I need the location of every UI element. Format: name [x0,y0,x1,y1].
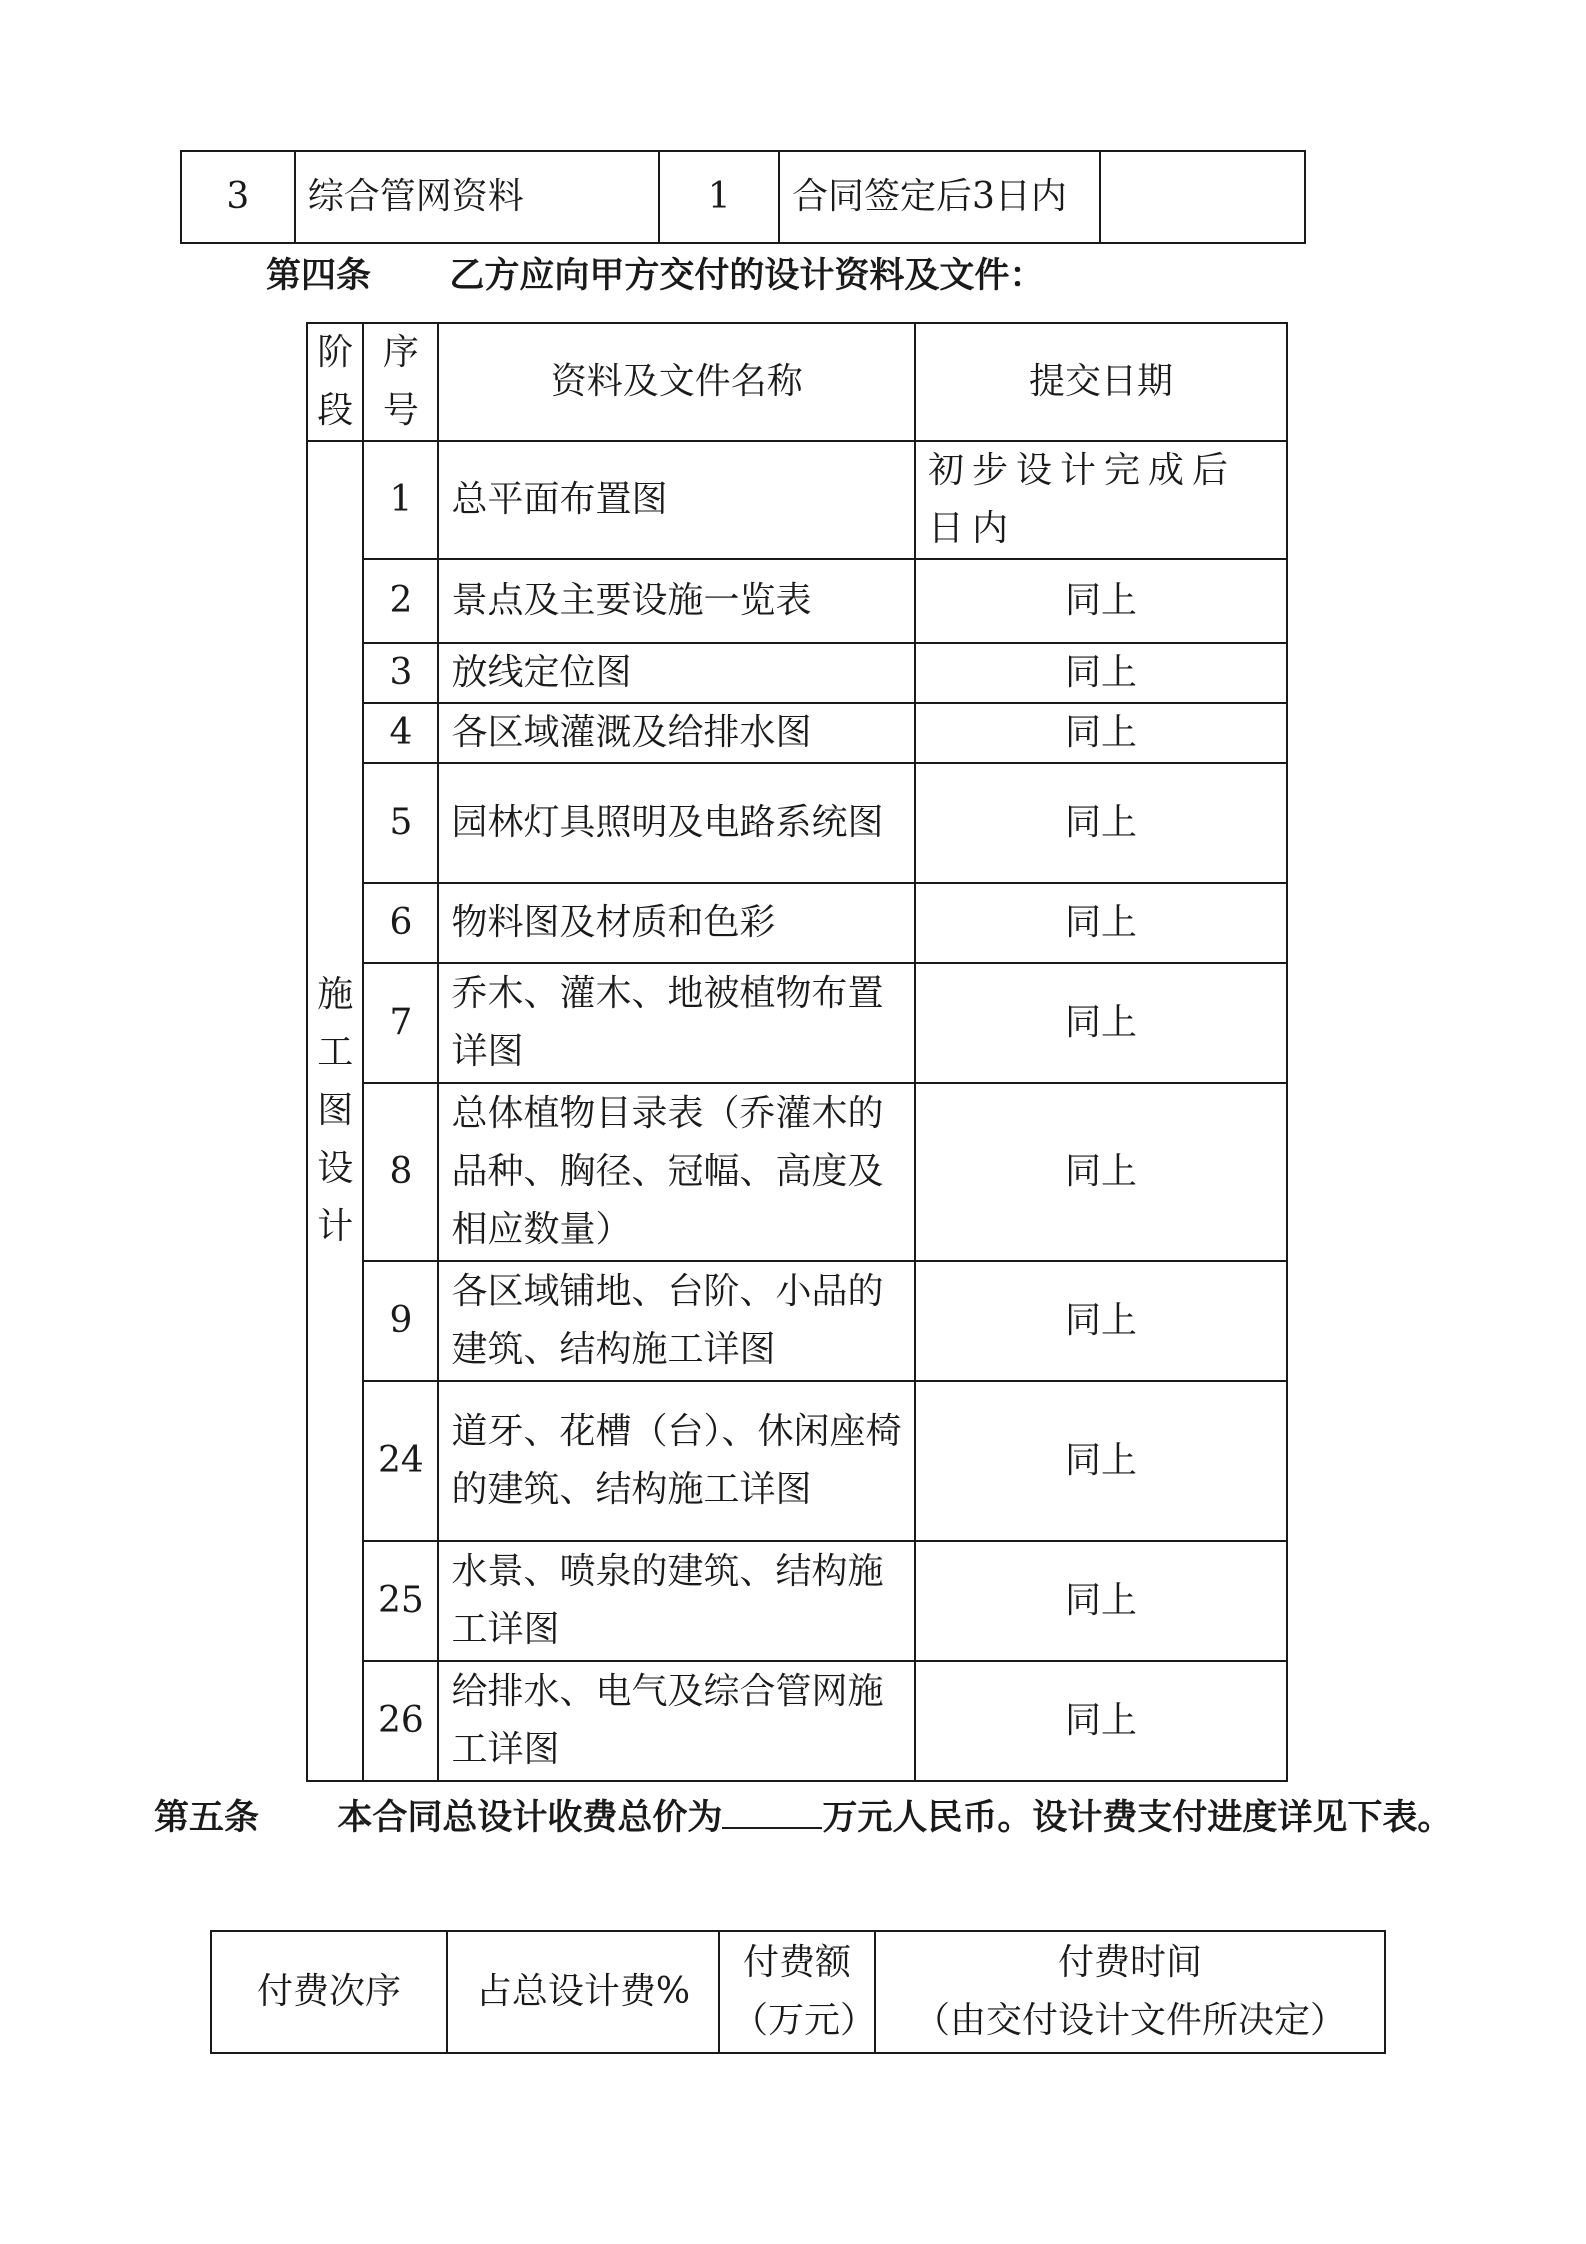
row-number: 25 [363,1541,438,1661]
article4-text: 乙方应向甲方交付的设计资料及文件： [449,256,1045,296]
header-no: 序号 [363,323,438,441]
article5-text-after: 万元人民币。设计费支付进度详见下表。 [822,1798,1453,1838]
table-row [307,1661,1287,1781]
header-order: 付费次序 [211,1931,447,2053]
header-amount: 付费额（万元） [719,1931,875,2053]
header-time-title: 付费时间 [1057,1942,1202,1983]
row-number: 3 [181,151,295,243]
header-date: 提交日期 [915,323,1287,441]
material-note [1100,151,1305,243]
header-percent: 占总设计费% [447,1931,719,2053]
material-name: 综合管网资料 [295,151,660,243]
row-number: 24 [363,1381,438,1541]
top-table [180,150,1306,244]
submit-date: 同上 [915,1661,1287,1781]
table-row [307,883,1287,963]
submit-date: 同上 [915,559,1287,643]
table-row [307,441,1287,559]
article5-text-before: 本合同总设计收费总价为 [337,1798,723,1838]
article5-label: 第五条 [154,1798,260,1838]
row-number: 26 [363,1661,438,1781]
file-name: 乔木、灌木、地被植物布置详图 [438,963,915,1083]
table-row [181,151,1305,243]
table-row [307,559,1287,643]
table-row [307,643,1287,703]
file-name: 园林灯具照明及电路系统图 [438,763,915,883]
submit-date: 同上 [915,763,1287,883]
submit-date: 初步设计完成后日内 [915,441,1287,559]
header-row [211,1931,1385,2053]
material-time: 合同签定后3日内 [779,151,1100,243]
file-name: 各区域铺地、台阶、小品的建筑、结构施工详图 [438,1261,915,1381]
row-number: 7 [363,963,438,1083]
file-name: 物料图及材质和色彩 [438,883,915,963]
row-number: 5 [363,763,438,883]
table-row [307,1381,1287,1541]
row-number: 2 [363,559,438,643]
deliverables-table [306,322,1288,1782]
submit-date: 同上 [915,1381,1287,1541]
fee-blank [722,1797,822,1829]
file-name: 总体植物目录表（乔灌木的品种、胸径、冠幅、高度及相应数量） [438,1083,915,1261]
submit-date: 同上 [915,1083,1287,1261]
article5-paragraph [154,1788,1474,1848]
row-number: 4 [363,703,438,763]
submit-date: 同上 [915,883,1287,963]
table-row [307,1083,1287,1261]
header-time-sub: （由交付设计文件所决定） [913,2000,1346,2041]
header-row [307,323,1287,441]
header-stage: 阶段 [307,323,363,441]
header-time [875,1931,1385,2053]
submit-date: 同上 [915,1261,1287,1381]
material-count: 1 [659,151,779,243]
article4-label: 第四条 [266,256,372,296]
submit-date: 同上 [915,643,1287,703]
payment-table [210,1930,1386,2054]
submit-date: 同上 [915,963,1287,1083]
table-row [307,703,1287,763]
file-name: 放线定位图 [438,643,915,703]
row-number: 8 [363,1083,438,1261]
table-row [307,1261,1287,1381]
file-name: 景点及主要设施一览表 [438,559,915,643]
table-row [307,963,1287,1083]
submit-date: 同上 [915,1541,1287,1661]
row-number: 3 [363,643,438,703]
row-number: 6 [363,883,438,963]
table-row [307,763,1287,883]
file-name: 给排水、电气及综合管网施工详图 [438,1661,915,1781]
table-row [307,1541,1287,1661]
file-name: 水景、喷泉的建筑、结构施工详图 [438,1541,915,1661]
stage-cell: 施工图设计 [307,441,363,1781]
row-number: 9 [363,1261,438,1381]
article4-heading [266,248,1044,298]
row-number: 1 [363,441,438,559]
file-name: 道牙、花槽（台）、休闲座椅的建筑、结构施工详图 [438,1381,915,1541]
file-name: 各区域灌溉及给排水图 [438,703,915,763]
submit-date: 同上 [915,703,1287,763]
file-name: 总平面布置图 [438,441,915,559]
header-name: 资料及文件名称 [438,323,915,441]
